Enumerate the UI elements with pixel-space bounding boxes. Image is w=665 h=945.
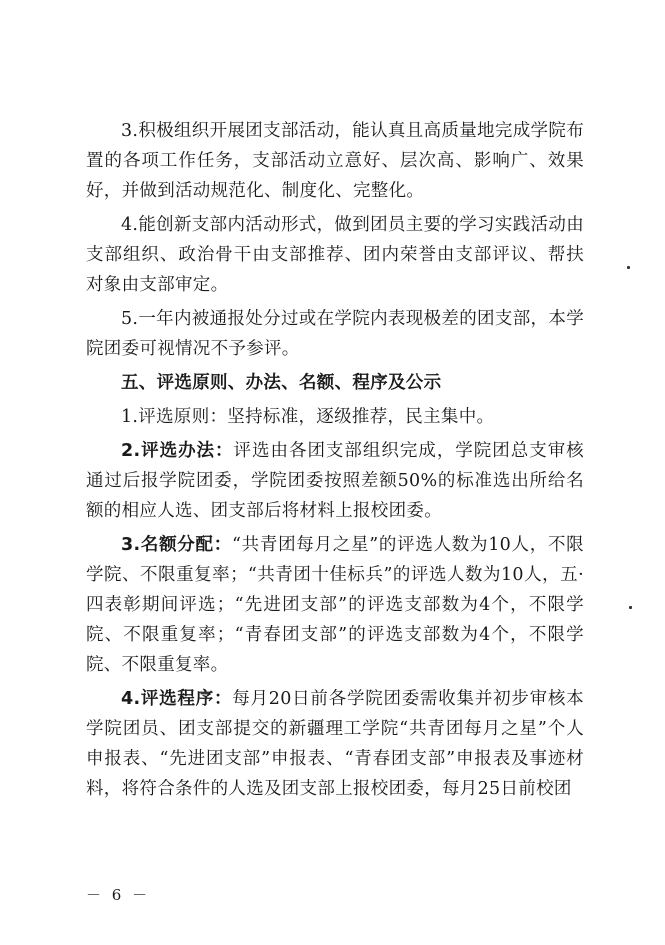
paragraph-text: 每月20日前各学院团委需收集并初步审核本学院团员、团支部提交的新疆理工学院“共青团每月之星”个人申报表、“先进团支部”申报表、“青春团支部”申报表及事迹材料，将符合条件的人选及团支部上报校团委，每月25日前校团 bbox=[86, 689, 584, 799]
paragraph-principle bbox=[86, 402, 584, 432]
paragraph-procedure bbox=[86, 684, 584, 804]
paragraph-lead: 4.评选程序： bbox=[121, 689, 233, 709]
section-heading-5: 五、评选原则、办法、名额、程序及公示 bbox=[121, 373, 442, 393]
paragraph-text: 3.积极组织开展团支部活动，能认真且高质量地完成学院布置的各项工作任务，支部活动立意好、层次高、影响广、效果好，并做到活动规范化、制度化、完整化。 bbox=[86, 121, 584, 201]
paragraph-text: 1.评选原则：坚持标准，逐级推荐，民主集中。 bbox=[121, 407, 495, 427]
paragraph-item-3 bbox=[86, 116, 584, 206]
paragraph-text: 5.一年内被通报处分过或在学院内表现极差的团支部，本学院团委可视情况不予参评。 bbox=[86, 309, 584, 359]
paragraph-item-5 bbox=[86, 304, 584, 364]
paragraph-lead: 2.评选办法： bbox=[121, 441, 234, 461]
paragraph-text: 4.能创新支部内活动形式，做到团员主要的学习实践活动由支部组织、政治骨干由支部推荐、团内荣誉由支部评议、帮扶对象由支部审定。 bbox=[86, 215, 584, 295]
paragraph-method bbox=[86, 436, 584, 526]
page-number: － 6 － bbox=[86, 886, 151, 904]
body-text bbox=[86, 116, 584, 804]
scan-speck bbox=[629, 606, 632, 609]
paragraph-quota bbox=[86, 530, 584, 680]
paragraph-item-4 bbox=[86, 210, 584, 300]
paragraph-text: “共青团每月之星”的评选人数为10人，不限学院、不限重复率；“共青团十佳标兵”的评选人数为10人，五·四表彰期间评选；“先进团支部”的评选支部数为4个，不限学院、不限重复率；“青春团支部”的评选支部数为4个，不限学院、不限重复率。 bbox=[86, 535, 584, 675]
paragraph-lead: 3.名额分配： bbox=[121, 535, 232, 555]
scan-speck bbox=[627, 266, 630, 269]
paragraph-text: 评选由各团支部组织完成，学院团总支审核通过后报学院团委，学院团委按照差额50%的标准选出所给名额的相应人选、团支部后将材料上报校团委。 bbox=[86, 441, 584, 521]
